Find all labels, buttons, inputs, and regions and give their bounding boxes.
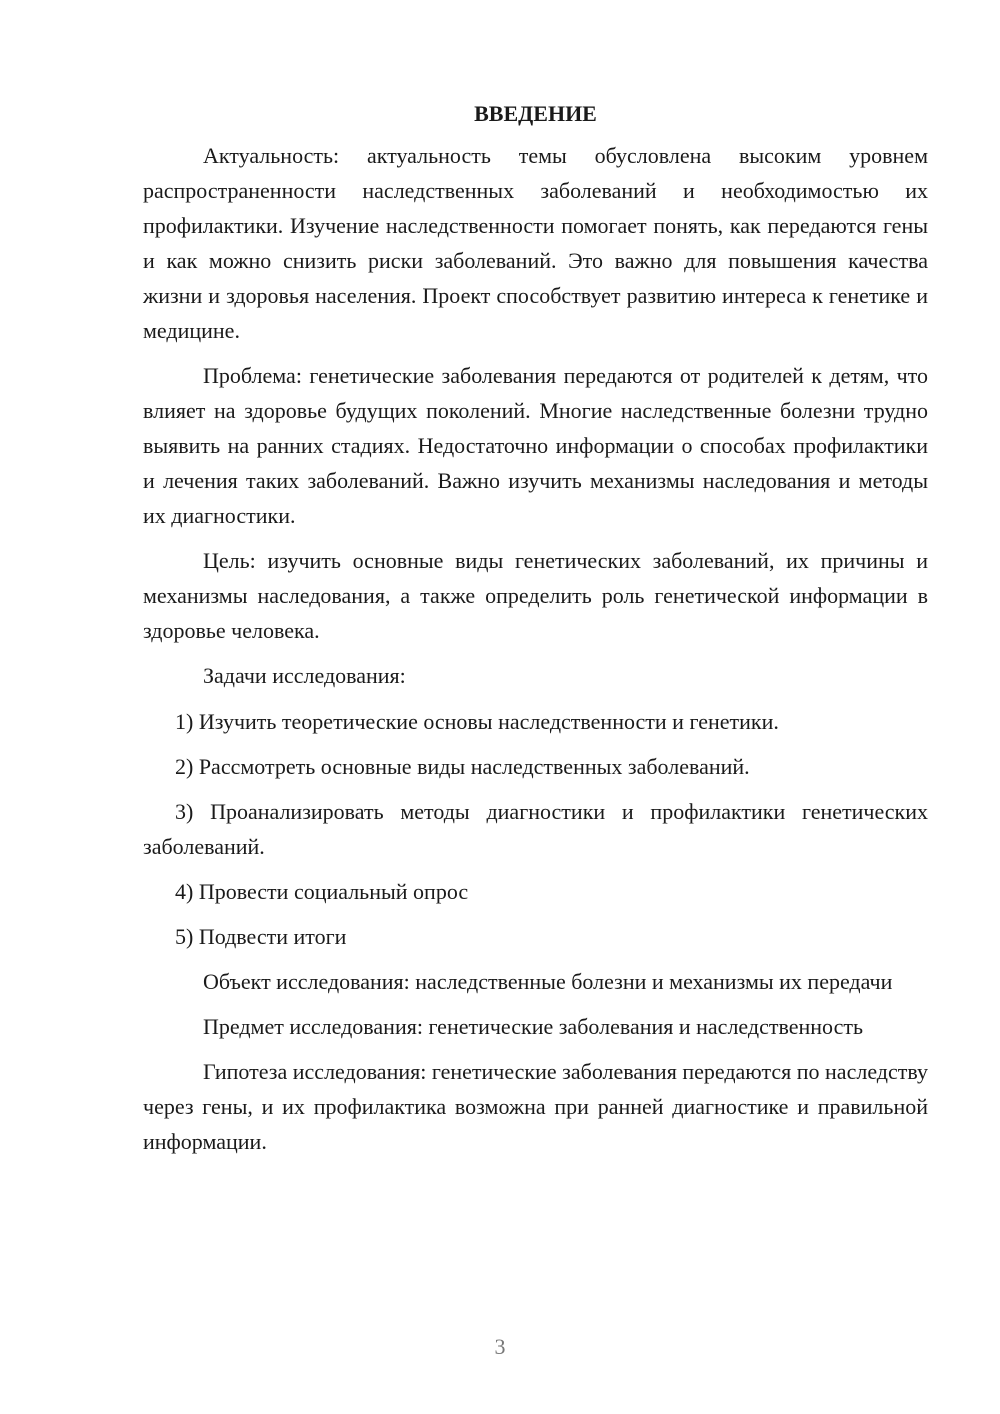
tasks-heading: Задачи исследования:: [203, 663, 406, 688]
task-item: 5) Подвести итоги: [175, 924, 347, 949]
goal-paragraph: Цель: изучить основные виды генетических заболеваний, их причины и механизмы наследования, а также определить роль генетической информации в здоровье человека.: [143, 548, 928, 643]
subject-paragraph: Предмет исследования: генетические заболевания и наследственность: [203, 1014, 863, 1039]
page-title: ВВЕДЕНИЕ: [474, 101, 597, 126]
relevance-paragraph: Актуальность: актуальность темы обусловлена высоким уровнем распространенности наследственных заболеваний и необходимостью их профилактики. Изучение наследственности помогает понять, как передаются гены и как можно снизить риски заболеваний. Это важно для повышения качества жизни и здоровья населения. Проект способствует развитию интереса к генетике и медицине.: [143, 143, 928, 343]
page-number: 3: [494, 1334, 506, 1359]
task-item: 4) Провести социальный опрос: [175, 879, 469, 904]
problem-paragraph: Проблема: генетические заболевания передаются от родителей к детям, что влияет на здоровье будущих поколений. Многие наследственные болезни трудно выявить на ранних стадиях. Недостаточно информации о способах профилактики и лечения таких заболеваний. Важно изучить механизмы наследования и методы их диагностики.: [143, 363, 928, 528]
hypothesis-paragraph: Гипотеза исследования: генетические заболевания передаются по наследству через гены, и их профилактика возможна при ранней диагностике и правильной информации.: [143, 1059, 928, 1154]
task-item: 2) Рассмотреть основные виды наследственных заболеваний.: [175, 754, 750, 779]
document-body: [143, 96, 928, 1169]
task-item: 1) Изучить теоретические основы наследственности и генетики.: [175, 709, 779, 734]
object-paragraph: Объект исследования: наследственные болезни и механизмы их передачи: [203, 969, 893, 994]
task-item: 3) Проанализировать методы диагностики и профилактики генетических заболеваний.: [143, 799, 928, 859]
